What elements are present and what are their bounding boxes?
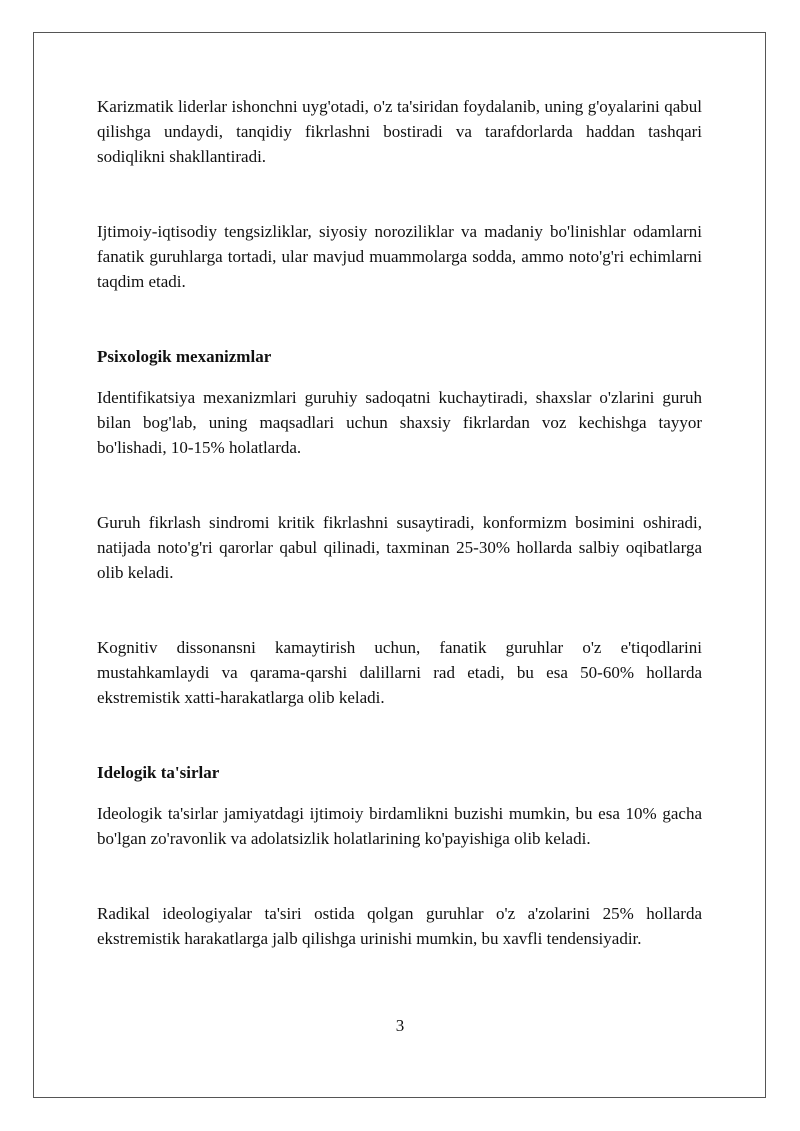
paragraph-ideological-influences: Ideologik ta'sirlar jamiyatdagi ijtimoiy birdamlikni buzishi mumkin, bu esa 10% gacha bo'lgan zo'ravonlik va adolatsizlik holatlarining ko'payishiga olib keladi. [97,804,702,848]
paragraph-socioeconomic-inequality: Ijtimoiy-iqtisodiy tengsizliklar, siyosiy noroziliklar va madaniy bo'linishlar odamlarni fanatik guruhlarga tortadi, ular mavjud muammolarga sodda, ammo noto'g'ri echimlarni taqdim etadi. [97,222,702,291]
paragraph-groupthink: Guruh fikrlash sindromi kritik fikrlashni susaytiradi, konformizm bosimini oshiradi, natijada noto'g'ri qarorlar qabul qilinadi, taxminan 25-30% hollarda salbiy oqibatlarga olib keladi. [97,513,702,582]
paragraph-charismatic-leaders: Karizmatik liderlar ishonchni uyg'otadi, o'z ta'siridan foydalanib, uning g'oyalarini qabul qilishga undaydi, tanqidiy fikrlashni bostiradi va tarafdorlarda haddan tashqari sodiqlikni shakllantiradi. [97,97,702,166]
paragraph-cognitive-dissonance: Kognitiv dissonansni kamaytirish uchun, fanatik guruhlar o'z e'tiqodlarini mustahkamlaydi va qarama-qarshi dalillarni rad etadi, bu esa 50-60% hollarda ekstremistik xatti-harakatlarga olib keladi. [97,638,702,707]
page-content [97,94,702,951]
paragraph-radical-ideologies: Radikal ideologiyalar ta'siri ostida qolgan guruhlar o'z a'zolarini 25% hollarda ekstremistik harakatlarga jalb qilishga urinishi mumkin, bu xavfli tendensiyadir. [97,904,702,948]
heading-psychological-mechanisms: Psixologik mexanizmlar [97,347,272,366]
heading-ideological-influences: Idelogik ta'sirlar [97,763,220,782]
page-number: 3 [395,1016,405,1035]
paragraph-identification: Identifikatsiya mexanizmlari guruhiy sadoqatni kuchaytiradi, shaxslar o'zlarini guruh bilan bog'lab, uning maqsadlari uchun shaxsiy fikrlardan voz kechishga tayyor bo'lishadi, 10-15% holatlarda. [97,388,702,457]
